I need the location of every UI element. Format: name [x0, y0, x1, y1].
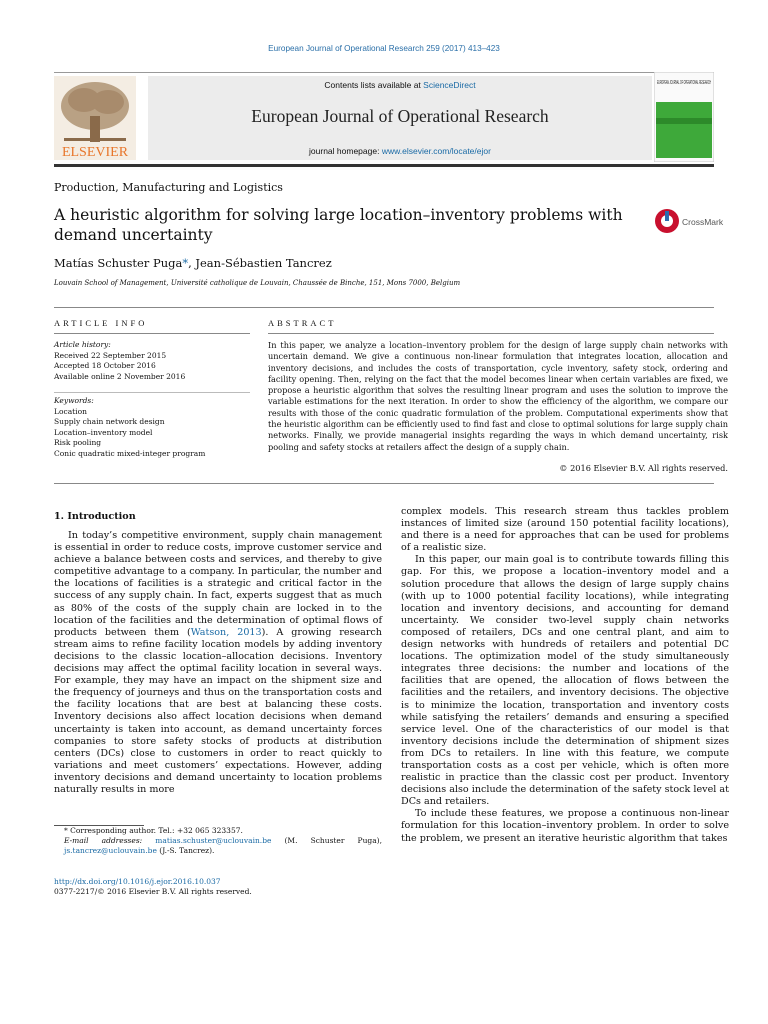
abstract-text: In this paper, we analyze a location–inventory problem for the design of large supply chain networks with uncertain demand. We give a continuous non-linear formulation that integrates location, allocation and inventory decisions, and includes the costs of transportation, cycle inventory, safety stock, ordering and facility opening. Then, relying on the fact that the model becomes linear when certain variables are fixed, we propose a heuristic algorithm that solves the resulting linear program and uses the solution to improve the variable estimations for the next iteration. In order to show the efficiency of the algorithm, we compare our results with those of the conic quadratic formulation of the problem. Computational experiments show that the heuristic algorithm can be efficiently used to find fast and close to optimal solutions for large supply chain networks. Finally, we provide managerial insights regarding the ways in which demand uncertainty, risk pooling and safety stocks at retailers affect the design of a supply chain. [268, 340, 728, 452]
cover-text: EUROPEAN JOURNAL OF OPERATIONAL RESEARCH [657, 80, 712, 86]
intro-paragraph-continued: complex models. This research stream thus tackles problem instances of limited size (around 150 potential facility locations), and there is a need for approaches that can be used for problems of a realistic size. [401, 506, 729, 554]
crossmark-label: CrossMark [682, 217, 724, 227]
info-divider [54, 333, 250, 334]
journal-cover-icon [654, 72, 714, 162]
keywords-label: Keywords: [54, 396, 94, 405]
homepage-link[interactable]: www.elsevier.com/locate/ejor [381, 146, 491, 156]
doi-link[interactable]: http://dx.doi.org/10.1016/j.ejor.2016.10.037 [54, 877, 221, 886]
body-column-left [54, 530, 382, 796]
abstract-bottom-divider [54, 483, 714, 484]
sciencedirect-link[interactable]: ScienceDirect [423, 80, 476, 90]
abstract-divider [268, 333, 714, 334]
citation-watson[interactable]: Watson, 2013 [190, 626, 262, 638]
email-link-1[interactable]: matias.schuster@uclouvain.be [155, 836, 272, 845]
intro-heading: 1. Introduction [54, 511, 136, 522]
crossmark-badge[interactable] [654, 207, 734, 237]
body-column-right [401, 506, 729, 845]
keyword: Risk pooling [54, 438, 102, 447]
keyword: Location–inventory model [54, 427, 153, 437]
email-note [54, 836, 382, 856]
keywords-divider [54, 392, 250, 393]
masthead-center [148, 76, 652, 160]
author-1: Matías Schuster Puga [54, 256, 183, 270]
keyword: Conic quadratic mixed-integer program [54, 448, 206, 458]
footnote [54, 826, 382, 856]
journal-title: European Journal of Operational Research [251, 106, 549, 126]
abstract-heading: ABSTRACT [268, 318, 337, 328]
contents-prefix: Contents lists available at [324, 80, 424, 90]
history-online: Available online 2 November 2016 [54, 371, 186, 381]
corresponding-author-note: * Corresponding author. Tel.: +32 065 323357. [64, 826, 243, 835]
contents-line [148, 80, 652, 90]
elsevier-logo [54, 76, 136, 160]
homepage-line [148, 146, 652, 156]
corresponding-author-mark[interactable]: * [182, 256, 189, 270]
masthead [54, 72, 714, 164]
keyword: Location [54, 406, 87, 416]
intro-paragraph-2: In this paper, our main goal is to contribute towards filling this gap. For this, we propose a location–inventory model and a solution procedure that allows the design of large supply chains (with up to 1000 potential facility locations), while integrating location and inventory decisions, and accounting for demand uncertainty. We consider two-level supply chain networks composed of retailers, DCs and one central plant, and aim to design networks with hundreds of retailers and potential DC locations. The optimization model of the study simultaneously integrates three decisions: the number and locations of the facilities that are opened, the allocation of flows between the facilities and the retailers, and inventory decisions. The objective is to minimize the location, transportation and inventory costs while satisfying the retailers’ demands and ensuring a specified service level. One of the characteristics of our model is that inventory decisions include the determination of shipment sizes from DCs to retailers. In line with this feature, we compute transportation costs as a cost per vehicle, which is often more realistic in practice than the classic cost per product. Inventory decisions also include the determination of the safety stock level at DCs and retailers. [401, 554, 729, 808]
email-label: E-mail addresses: [64, 836, 143, 845]
email-name-2: (J.-S. Tancrez). [156, 846, 215, 855]
history-label: Article history: [54, 340, 111, 349]
issn-copyright: 0377-2217/© 2016 Elsevier B.V. All rights reserved. [54, 887, 252, 896]
keywords-block [54, 396, 250, 459]
keyword: Supply chain network design [54, 417, 165, 426]
abstract-copyright: © 2016 Elsevier B.V. All rights reserved. [559, 463, 728, 473]
crossmark-icon [654, 207, 734, 237]
intro-text-b: ). A growing research stream aims to refine facility location models by adding inventory decisions to the classic location–allocation decisions. Inventory decisions may affect the optimal facility location in several ways. For example, they may have an impact on the shipment size and the frequency of journeys and thus on the transportation costs and the facility locations that are best at balancing these costs. Inventory decisions also affect location decisions when demand uncertainty is taken into account, as demand uncertainty forces companies to store safety stocks of products at distribution centers (DCs) close to customers in order to react quickly to variations and meet customers’ expectations. However, adding inventory decisions and demand uncertainty to location problems naturally results in more [54, 626, 382, 795]
history-received: Received 22 September 2015 [54, 350, 167, 360]
journal-cover [654, 72, 714, 162]
author-separator: , [188, 256, 196, 270]
article-info-heading: ARTICLE INFO [54, 318, 148, 328]
section-label: Production, Manufacturing and Logistics [54, 181, 283, 194]
author-2: Jean-Sébastien Tancrez [195, 256, 332, 270]
intro-text-a: In today’s competitive environment, supply chain management is essential in order to reduce costs, improve customer service and achieve a balance between costs and services, and thereby to give competitive advantage to a company. In particular, the number and the locations of facilities is a strategic and critical factor in the success of any supply chain. In fact, experts suggest that as much as 80% of the costs of the supply chain are locked in to the location of the facilities and the determination of optimal flows of products between them ( [54, 530, 382, 638]
publisher-name: ELSEVIER [61, 145, 129, 160]
doi-block [54, 877, 252, 897]
email-link-2[interactable]: js.tancrez@uclouvain.be [64, 846, 157, 855]
masthead-top-rule [54, 72, 714, 73]
affiliation: Louvain School of Management, Université catholique de Louvain, Chaussée de Binche, 151, Mons 7000, Belgium [54, 279, 461, 287]
elsevier-tree-icon [54, 76, 136, 160]
email-name-1: (M. Schuster Puga), [271, 836, 382, 845]
top-divider [54, 307, 714, 308]
authors-line [54, 256, 332, 270]
masthead-bottom-rule [54, 164, 714, 167]
article-history [54, 340, 250, 382]
intro-paragraph-1 [54, 530, 382, 796]
article-title: A heuristic algorithm for solving large location–inventory problems with demand uncertainty [54, 206, 623, 244]
history-accepted: Accepted 18 October 2016 [54, 361, 156, 370]
journal-reference[interactable]: European Journal of Operational Research 259 (2017) 413–423 [268, 44, 500, 53]
homepage-prefix: journal homepage: [309, 146, 382, 156]
intro-paragraph-3: To include these features, we propose a continuous non-linear formulation for this location–inventory problem. In order to solve the problem, we present an iterative heuristic algorithm that takes [401, 808, 729, 844]
